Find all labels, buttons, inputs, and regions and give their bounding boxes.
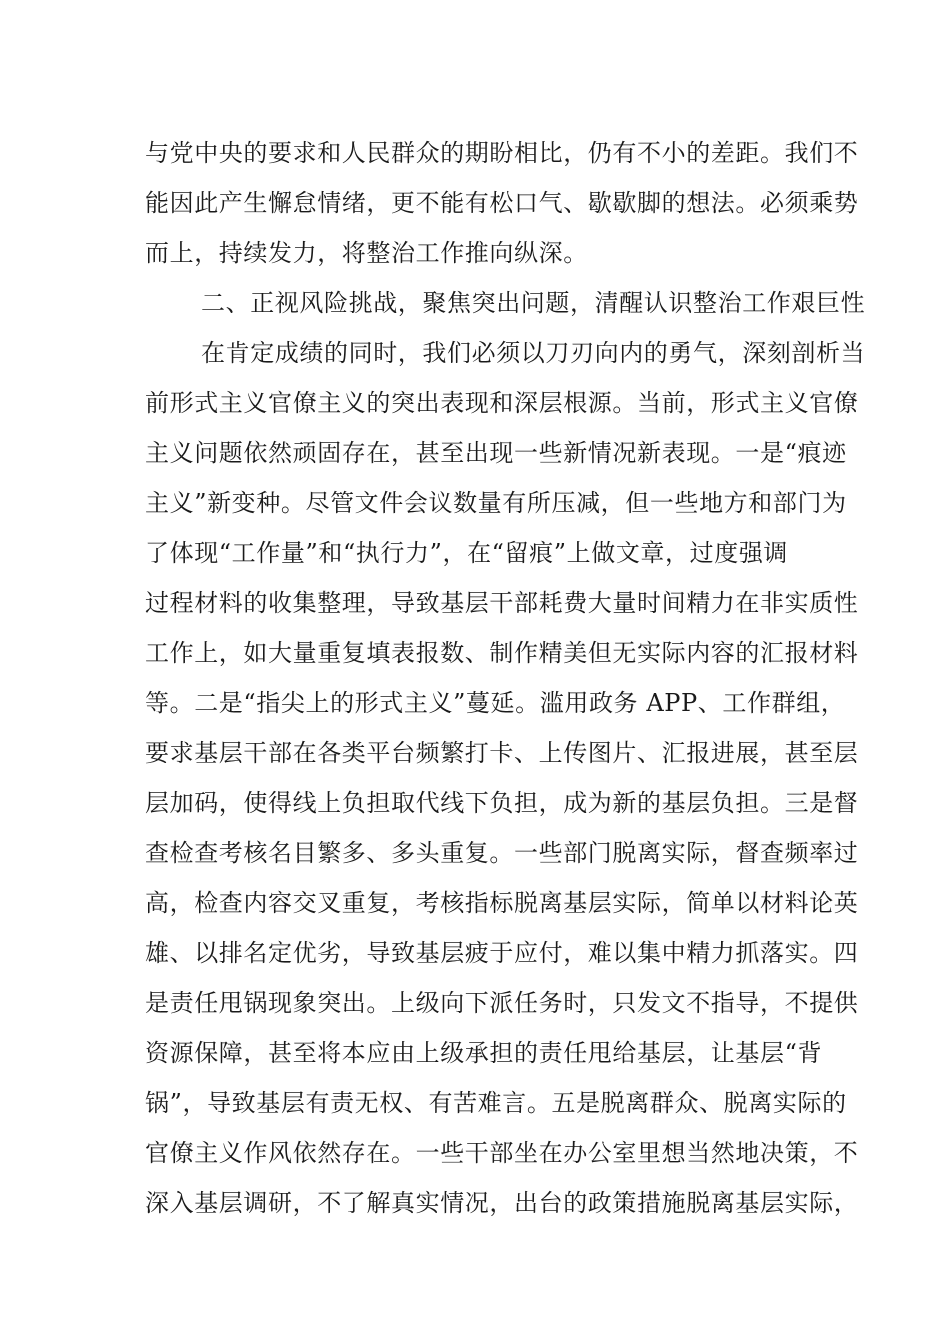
text-line: 雄、以排名定优劣，导致基层疲于应付，难以集中精力抓落实。四 <box>145 939 859 967</box>
text-line: 查检查考核名目繁多、多头重复。一些部门脱离实际，督查频率过 <box>145 839 859 867</box>
text-line: 锅”，导致基层有责无权、有苦难言。五是脱离群众、脱离实际的 <box>145 1089 847 1117</box>
text-line: 资源保障，甚至将本应由上级承担的责任甩给基层，让基层“背 <box>145 1039 823 1067</box>
text-line: 工作上，如大量重复填表报数、制作精美但无实际内容的汇报材料 <box>145 639 859 667</box>
text-line: 过程材料的收集整理，导致基层干部耗费大量时间精力在非实质性 <box>145 589 859 617</box>
text-line: 前形式主义官僚主义的突出表现和深层根源。当前，形式主义官僚 <box>145 389 859 417</box>
text-line: 要求基层干部在各类平台频繁打卡、上传图片、汇报进展，甚至层 <box>145 739 859 767</box>
text-line: 等。二是“指尖上的形式主义”蔓延。滥用政务 APP、工作群组， <box>145 689 846 717</box>
text-line: 是责任甩锅现象突出。上级向下派任务时，只发文不指导，不提供 <box>145 989 859 1017</box>
text-line: 与党中央的要求和人民群众的期盼相比，仍有不小的差距。我们不 <box>145 139 859 167</box>
section-heading: 二、正视风险挑战，聚焦突出问题，清醒认识整治工作艰巨性 <box>201 289 866 317</box>
text-line: 了体现“工作量”和“执行力”，在“留痕”上做文章，过度强调 <box>145 539 789 567</box>
text-line: 而上，持续发力，将整治工作推向纵深。 <box>145 239 588 267</box>
text-line: 官僚主义作风依然存在。一些干部坐在办公室里想当然地决策，不 <box>145 1139 859 1167</box>
paragraph-first-line: 在肯定成绩的同时，我们必须以刀刃向内的勇气，深刻剖析当 <box>201 339 866 367</box>
text-line: 层加码，使得线上负担取代线下负担，成为新的基层负担。三是督 <box>145 789 859 817</box>
text-line: 高，检查内容交叉重复，考核指标脱离基层实际，简单以材料论英 <box>145 889 859 917</box>
text-line: 主义”新变种。尽管文件会议数量有所压减，但一些地方和部门为 <box>145 489 847 517</box>
text-line: 深入基层调研，不了解真实情况，出台的政策措施脱离基层实际， <box>145 1189 859 1217</box>
text-line: 能因此产生懈怠情绪，更不能有松口气、歇歇脚的想法。必须乘势 <box>145 189 859 217</box>
text-line: 主义问题依然顽固存在，甚至出现一些新情况新表现。一是“痕迹 <box>145 439 847 467</box>
